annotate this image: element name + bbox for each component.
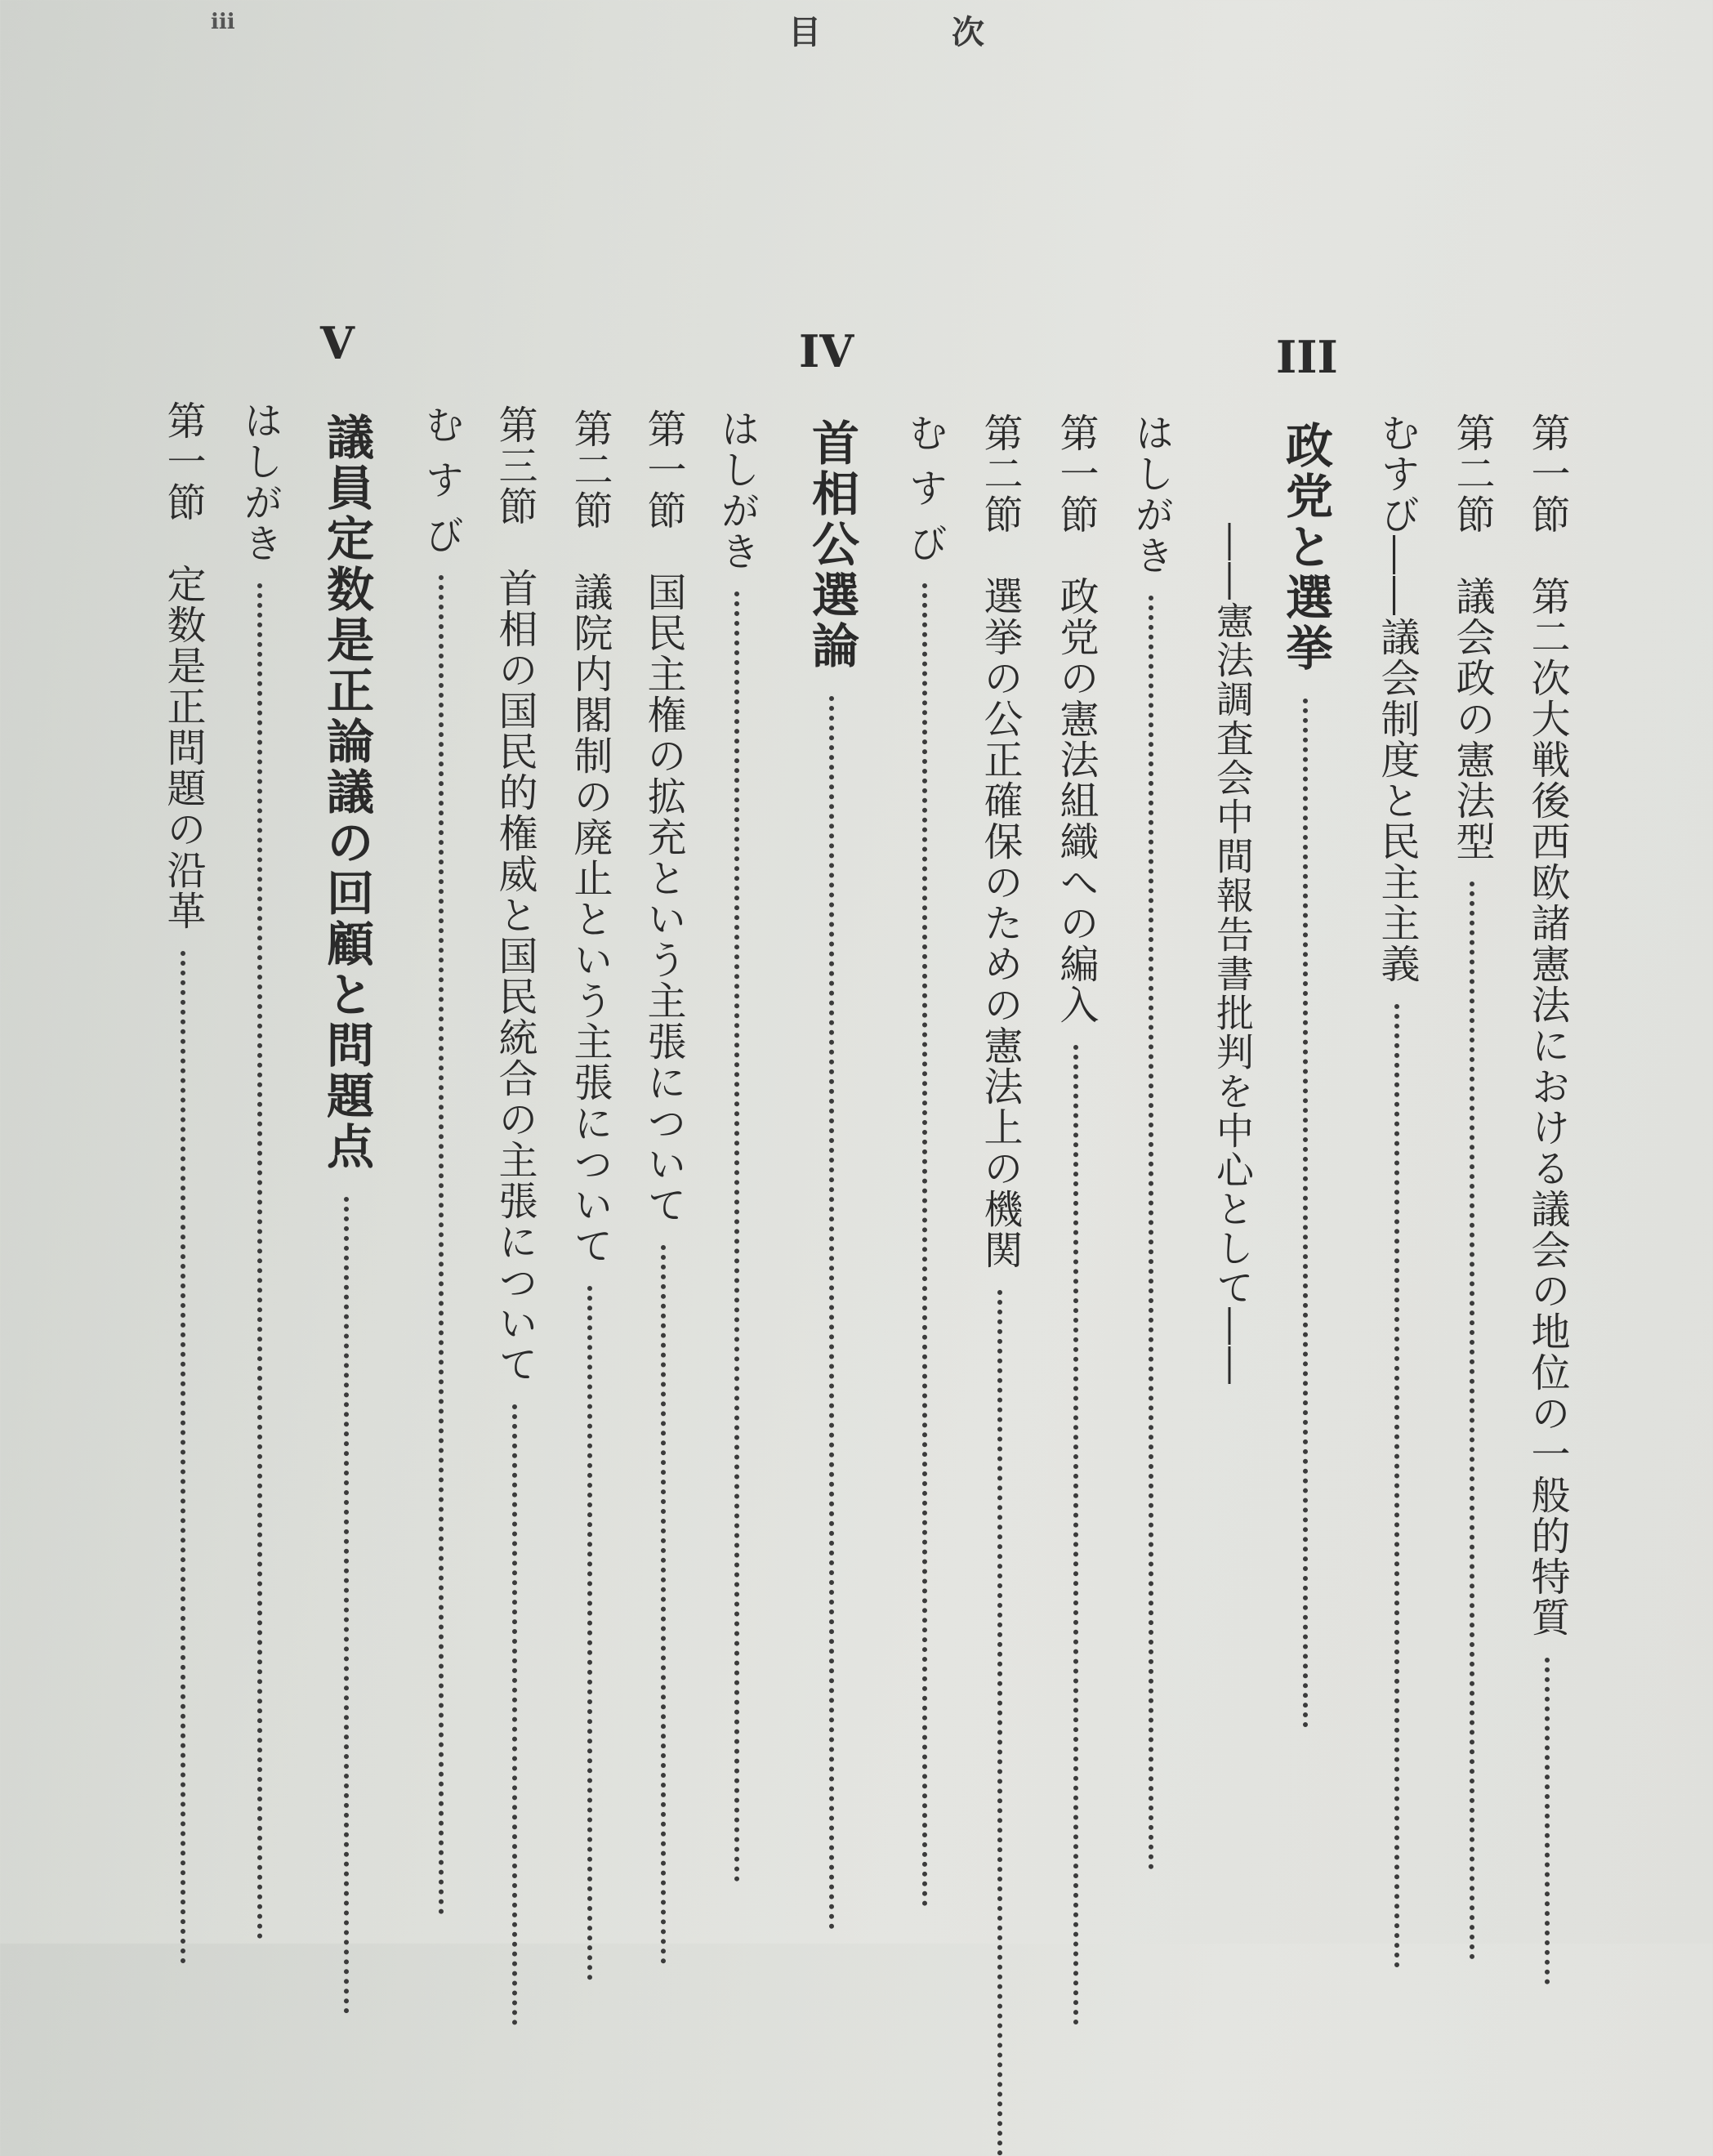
toc-entry-14 [155, 400, 212, 1964]
toc-entry-10 [562, 408, 618, 1980]
toc-entry-text: 第一節 国民主権の拡充という主張について [640, 408, 686, 1225]
toc-entry-13 [232, 400, 288, 1940]
page-folio: iii [211, 10, 235, 34]
chapter-3-title [1271, 421, 1340, 1728]
toc-entry-text: むすび――議会制度と民主主義 [1374, 413, 1420, 984]
dot-leader [1545, 1658, 1550, 1984]
dot-leader [257, 583, 262, 1940]
toc-entry-text: 第一節 定数是正問題の沿革 [160, 400, 206, 931]
toc-entry-text: 第二節 議院内閣制の廃止という主張について [567, 408, 613, 1266]
chapter-numeral-4: IV [799, 325, 854, 377]
dot-leader [922, 583, 927, 1907]
toc-entry-7 [897, 413, 953, 1907]
toc-entry-5 [1048, 413, 1104, 2025]
toc-entry-text: はしがき [237, 400, 283, 564]
toc-entry-11 [487, 404, 543, 2025]
chapter-numeral-5: V [320, 317, 355, 369]
toc-entry-2 [1444, 413, 1501, 1960]
toc-entry-text: 第二節 議会政の憲法型 [1449, 413, 1495, 862]
dot-leader [587, 1286, 592, 1980]
dot-leader [1470, 882, 1474, 1960]
chapter-4-title [797, 418, 866, 1930]
chapter-title-text: 政党と選挙 [1278, 421, 1333, 674]
dot-leader [439, 575, 444, 1915]
toc-entry-12 [413, 404, 470, 1915]
dot-leader [344, 1197, 349, 2014]
dot-leader [1073, 1045, 1078, 2025]
toc-entry-text: 第一節 政党の憲法組織への編入 [1053, 413, 1099, 1025]
toc-entry-text: はしがき [714, 408, 760, 572]
chapter-title-text: 議員定数是正論議の回顧と問題点 [319, 413, 374, 1172]
toc-entry-8 [709, 408, 765, 1882]
dot-leader [181, 951, 185, 1964]
chapter-title-text: 首相公選論 [804, 418, 859, 672]
running-head-title: 目 次 [788, 13, 1033, 51]
chapter-numeral-3: III [1276, 331, 1338, 383]
dot-leader [1394, 1004, 1399, 1968]
toc-entry-6 [972, 413, 1028, 2156]
toc-entry-text: はしがき [1128, 413, 1174, 576]
toc-entry-9 [636, 408, 692, 1964]
dot-leader [1303, 699, 1308, 1728]
toc-entry-text: 第三節 首相の国民的権威と国民統合の主張について [492, 404, 538, 1385]
toc-entry-text: 第二節 選挙の公正確保のための憲法上の機関 [977, 413, 1023, 1270]
dot-leader [1149, 596, 1153, 1870]
toc-entry-4 [1123, 413, 1180, 1870]
toc-entry-text: 第一節 第二次大戦後西欧諸憲法における議会の地位の一般的特質 [1524, 413, 1570, 1638]
toc-entry-1 [1519, 413, 1576, 1984]
dot-leader [661, 1245, 666, 1964]
chapter-5-title [312, 413, 381, 2014]
toc-entry-text: む す び [902, 413, 948, 564]
dot-leader [829, 696, 834, 1930]
dot-leader [512, 1404, 517, 2025]
chapter-3-subtitle: ――憲法調査会中間報告書批判を中心として―― [1211, 523, 1255, 1386]
toc-entry-text: む す び [418, 404, 464, 556]
dot-leader [734, 591, 739, 1882]
toc-entry-3 [1369, 413, 1425, 1968]
dot-leader [997, 1290, 1002, 2156]
